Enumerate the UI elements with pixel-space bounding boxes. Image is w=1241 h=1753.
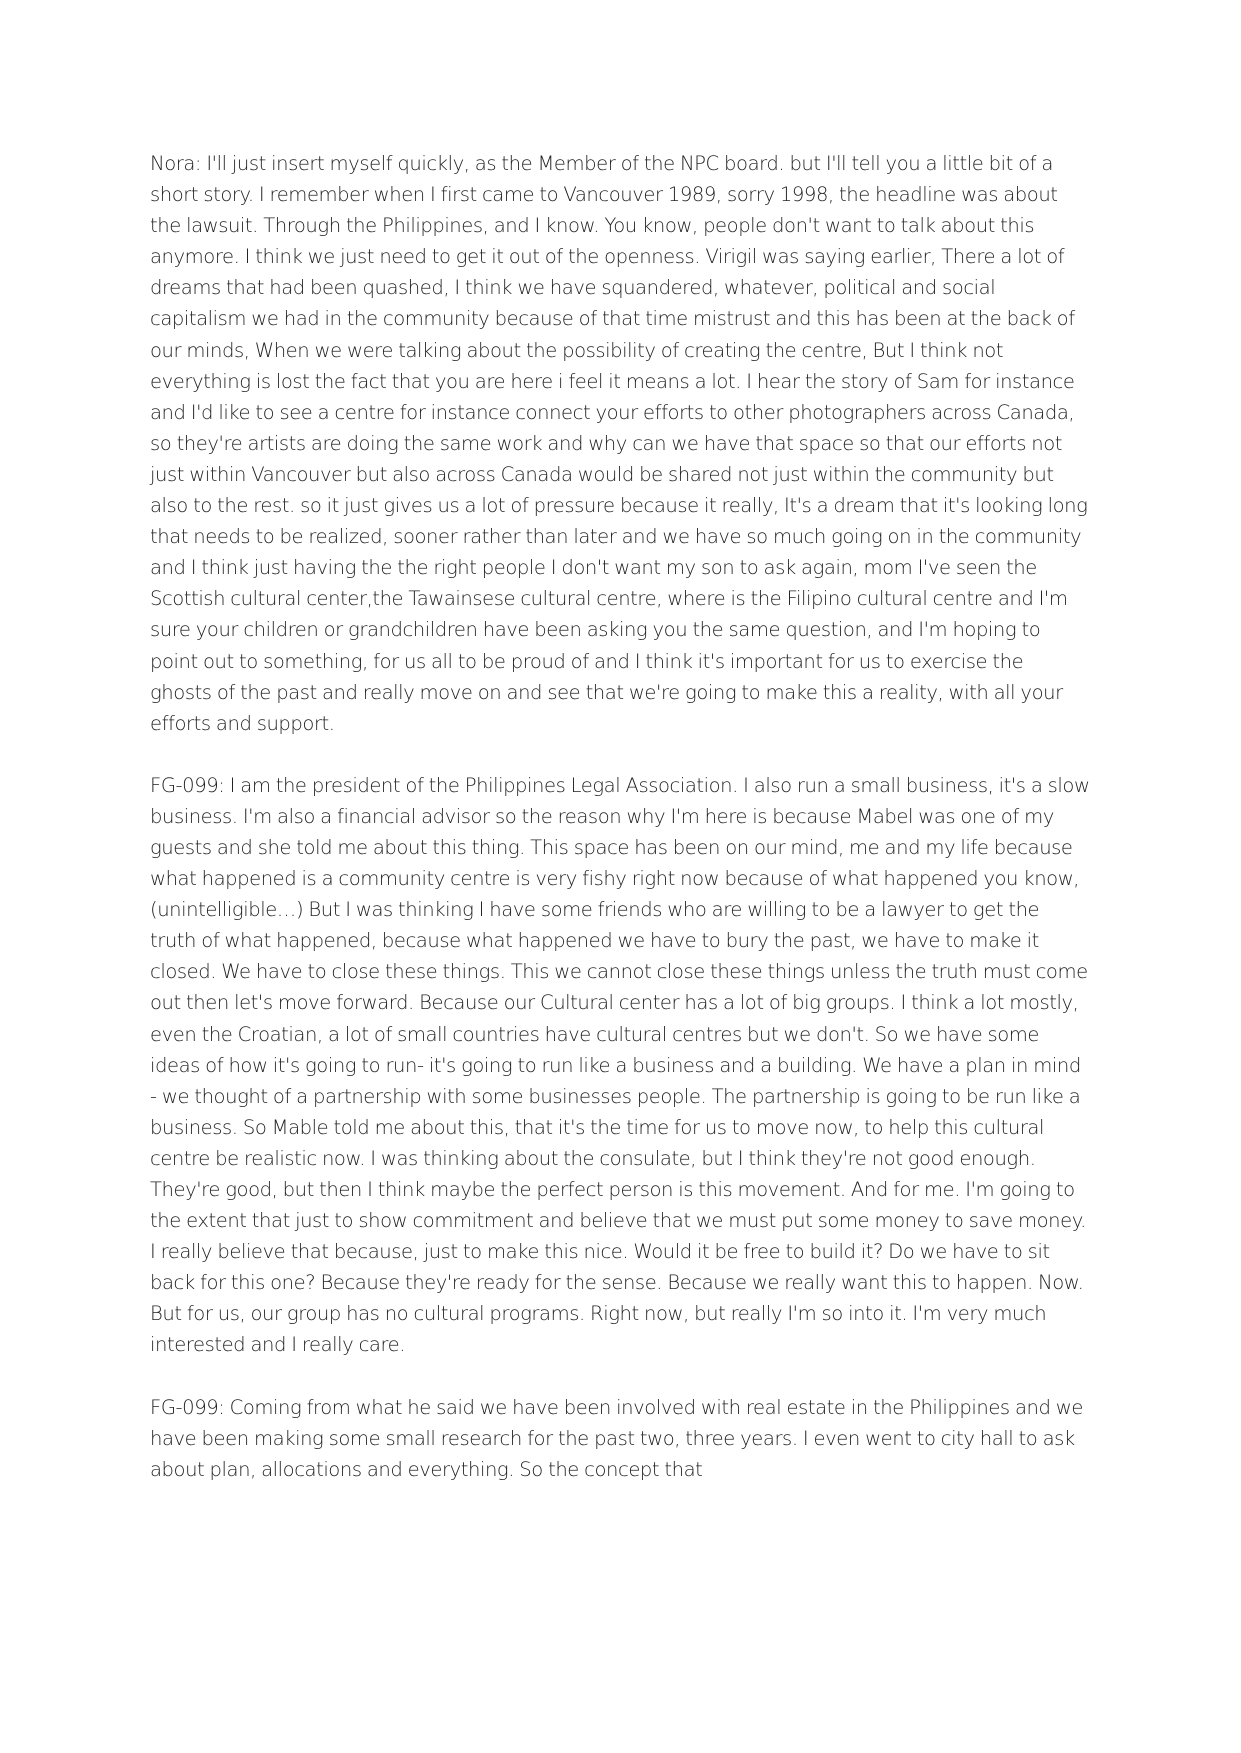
transcript-paragraph-fg099-first <box>150 770 1090 1361</box>
transcript-paragraph-fg099-second <box>150 1392 1090 1485</box>
paragraph-text: I am the president of the Philippines Legal Association. I also run a small business, it's a slow business. I'm also a financial advisor so the reason why I'm here is because Mabel was one of my guests and she told me about this thing. This space has been on our mind, me and my life because what happened is a community centre is very fishy right now because of what happened you know, (unintelligible…) But I was thinking I have some friends who are willing to be a lawyer to get the truth of what happened, because what happened we have to bury the past, we have to make it closed. We have to close these things. This we cannot close these things unless the truth must come out then let's move forward. Because our Cultural center has a lot of big groups. I think a lot mostly, even the Croatian, a lot of small countries have cultural centres but we don't. So we have some ideas of how it's going to run- it's going to run like a business and a building. We have a plan in mind - we thought of a partnership with some businesses people. The partnership is going to be run like a business. So Mable told me about this, that it's the time for us to move now, to help this cultural centre be realistic now. I was thinking about the consulate, but I think they're not good enough. They're good, but then I think maybe the perfect person is this movement. And for me. I'm going to the extent that just to show commitment and believe that we must put some money to save money. I really believe that because, just to make this nice. Would it be free to build it? Do we have to sit back for this one? Because they're ready for the sense. Because we really want this to happen. Now. But for us, our group has no cultural programs. Right now, but really I'm so into it. I'm very much interested and I really care. <box>150 773 1090 1357</box>
paragraph-text: I'll just insert myself quickly, as the Member of the NPC board. but I'll tell you a little bit of a short story. I remember when I first came to Vancouver 1989, sorry 1998, the headline was about the lawsuit. Through the Philippines, and I know. You know, people don't want to talk about this anymore. I think we just need to get it out of the openness. Virigil was saying earlier, There a lot of dreams that had been quashed, I think we have squandered, whatever, political and social capitalism we had in the community because of that time mistrust and this has been at the back of our minds, When we were talking about the possibility of creating the centre, But I think not everything is lost the fact that you are here i feel it means a lot. I hear the story of Sam for instance and I'd like to see a centre for instance connect your efforts to other photographers across Canada, so they're artists are doing the same work and why can we have that space so that our efforts not just within Vancouver but also across Canada would be shared not just within the community but also to the rest. so it just gives us a lot of pressure because it really, It's a dream that it's looking long that needs to be realized, sooner rather than later and we have so much going on in the community and I think just having the the right people I don't want my son to ask again, mom I've seen the Scottish cultural center,the Tawainsese cultural centre, where is the Filipino cultural centre and I'm sure your children or grandchildren have been asking you the same question, and I'm hoping to point out to something, for us all to be proud of and I think it's important for us to exercise the ghosts of the past and really move on and see that we're going to make this a reality, with all your efforts and support. <box>150 152 1088 735</box>
speaker-label: Nora: <box>150 152 202 175</box>
transcript-paragraph-nora <box>150 148 1090 739</box>
speaker-label: FG-099: <box>150 773 225 797</box>
paragraph-text: Coming from what he said we have been involved with real estate in the Philippines and we have been making some small research for the past two, three years. I even went to city hall to ask about plan, allocations and everything. So the concept that <box>150 1395 1083 1481</box>
transcript-body <box>150 148 1090 1516</box>
speaker-label: FG-099: <box>150 1395 225 1419</box>
